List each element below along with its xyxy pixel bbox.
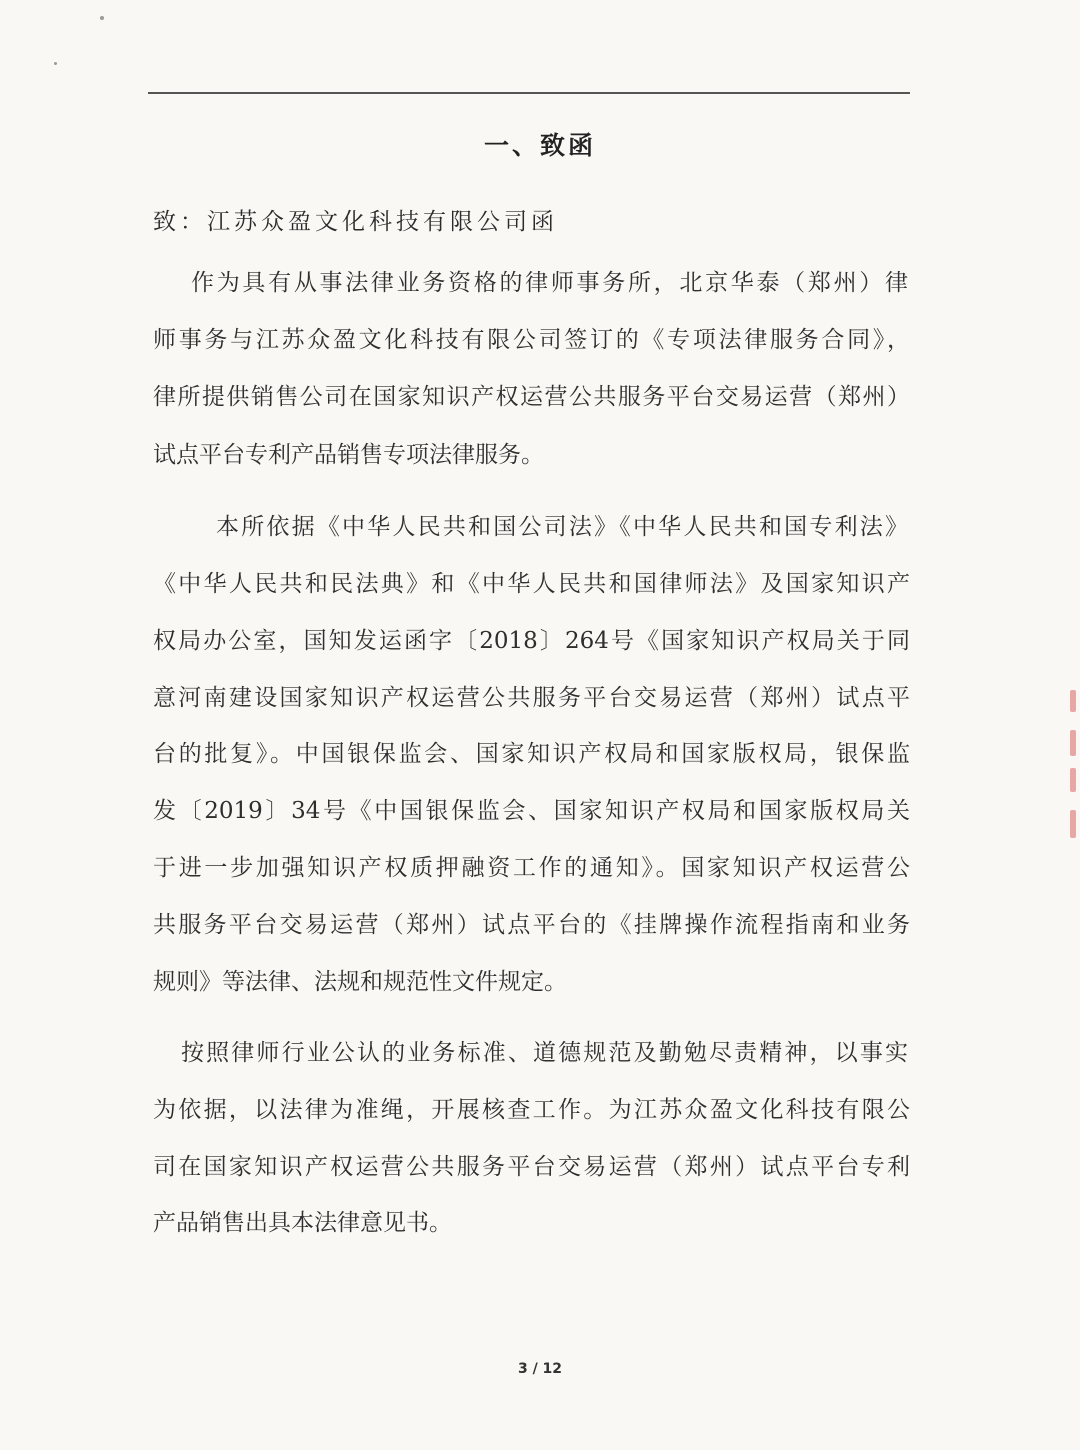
body-line: 按照律师行业公认的业务标准、道德规范及勤勉尽责精神，以事实 [181, 1040, 908, 1066]
body-line: 台的批复》。中国银保监会、国家知识产权局和国家版权局，银保监 [153, 741, 910, 767]
body-line: 于进一步加强知识产权质押融资工作的通知》。国家知识产权运营公 [153, 855, 910, 881]
addressee-line: 致：江苏众盈文化科技有限公司函 [153, 209, 558, 235]
seal-stamp-edge [1066, 690, 1080, 850]
body-line: 《中华人民共和民法典》和《中华人民共和国律师法》及国家知识产 [153, 571, 910, 597]
page-number: 3 / 12 [517, 1361, 563, 1377]
body-line: 权局办公室，国知发运函字〔2018〕264号《国家知识产权局关于同 [153, 628, 910, 654]
body-line: 产品销售出具本法律意见书。 [153, 1210, 452, 1236]
header-rule [148, 92, 910, 94]
scan-speck [100, 16, 104, 20]
body-line: 试点平台专利产品销售专项法律服务。 [153, 442, 544, 468]
body-line: 规则》等法律、法规和规范性文件规定。 [153, 969, 567, 995]
scan-speck [54, 62, 57, 65]
body-line: 共服务平台交易运营（郑州）试点平台的《挂牌操作流程指南和业务 [153, 912, 910, 938]
body-line: 为依据，以法律为准绳，开展核查工作。为江苏众盈文化科技有限公 [153, 1097, 910, 1123]
body-line: 师事务与江苏众盈文化科技有限公司签订的《专项法律服务合同》， [153, 327, 910, 353]
body-line: 司在国家知识产权运营公共服务平台交易运营（郑州）试点平台专利 [153, 1154, 910, 1180]
body-line: 作为具有从事法律业务资格的律师事务所，北京华泰（郑州）律 [191, 270, 908, 296]
body-line: 意河南建设国家知识产权运营公共服务平台交易运营（郑州）试点平 [153, 685, 910, 711]
section-title: 一、致函 [483, 131, 596, 160]
body-line: 律所提供销售公司在国家知识产权运营公共服务平台交易运营（郑州） [153, 384, 910, 410]
body-line: 发〔2019〕34号《中国银保监会、国家知识产权局和国家版权局关 [153, 798, 910, 824]
body-line: 本所依据《中华人民共和国公司法》《中华人民共和国专利法》 [216, 514, 908, 540]
